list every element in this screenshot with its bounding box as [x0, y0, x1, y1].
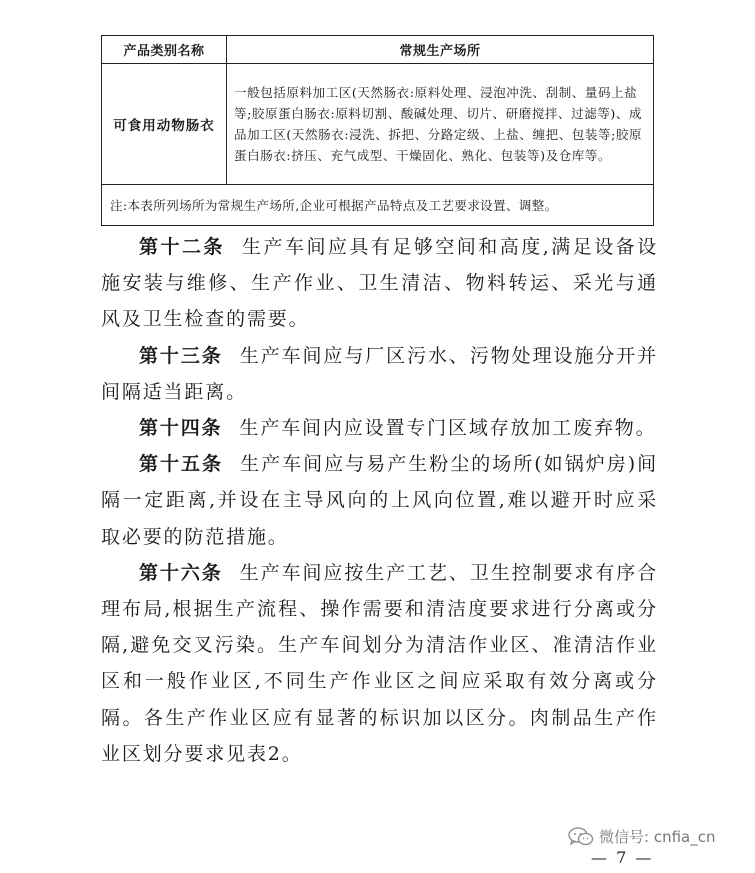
- page-number: — 7 —: [591, 848, 654, 867]
- article-text: 生产车间应按生产工艺、卫生控制要求有序合理布局,根据生产流程、操作需要和清洁度要求进行分离或分隔,避免交叉污染。生产车间划分为清洁作业区、准清洁作业区和一般作业区,不同生产作业区之间应采取有效分离或分隔。各生产作业区应有显著的标识加以区分。肉制品生产作业区划分要求见表2。: [101, 561, 658, 765]
- article-title: 第十六条: [139, 561, 223, 584]
- table-row: [102, 64, 654, 185]
- header-location: 常规生产场所: [227, 36, 654, 64]
- article-text: 生产车间应与易产生粉尘的场所(如锅炉房)间隔一定距离,并设在主导风向的上风向位置,难以避开时应采取必要的防范措施。: [101, 453, 658, 548]
- article-title: 第十三条: [139, 344, 223, 367]
- article-12: [101, 229, 658, 338]
- article-14: [101, 410, 658, 446]
- article-15: [101, 446, 658, 555]
- article-text: 生产车间内应设置专门区域存放加工废弃物。: [239, 417, 657, 440]
- table-note-row: [102, 185, 654, 226]
- article-16: [101, 555, 658, 772]
- article-13: [101, 338, 658, 410]
- wechat-watermark: [568, 826, 715, 847]
- article-text: 生产车间应与厂区污水、污物处理设施分开并间隔适当距离。: [101, 344, 658, 403]
- watermark-text: 微信号: cnfia_cn: [599, 828, 716, 846]
- article-title: 第十二条: [139, 236, 225, 258]
- table-note: 注:本表所列场所为常规生产场所,企业可根据产品特点及工艺要求设置、调整。: [102, 185, 654, 226]
- article-text: 生产车间应具有足够空间和高度,满足设备设施安装与维修、生产作业、卫生清洁、物料转运、采光与通风及卫生检查的需要。: [101, 236, 658, 331]
- wechat-icon: [568, 827, 594, 847]
- header-category: 产品类别名称: [102, 36, 227, 64]
- article-title: 第十四条: [139, 417, 223, 440]
- article-title: 第十五条: [139, 453, 224, 476]
- table-header-row: [102, 36, 654, 64]
- row-location: 一般包括原料加工区(天然肠衣:原料处理、浸泡冲洗、刮制、量码上盐等;胶原蛋白肠衣:原料切割、酸碱处理、切片、研磨搅拌、过滤等)、成品加工区(天然肠衣:浸洗、拆把、分路定级、上盐、缠把、包装等;胶原蛋白肠衣:挤压、充气成型、干燥固化、熟化、包装等)及仓库等。: [227, 64, 654, 185]
- production-site-table: [101, 35, 654, 226]
- article-list: [101, 229, 658, 772]
- row-category: 可食用动物肠衣: [102, 64, 227, 185]
